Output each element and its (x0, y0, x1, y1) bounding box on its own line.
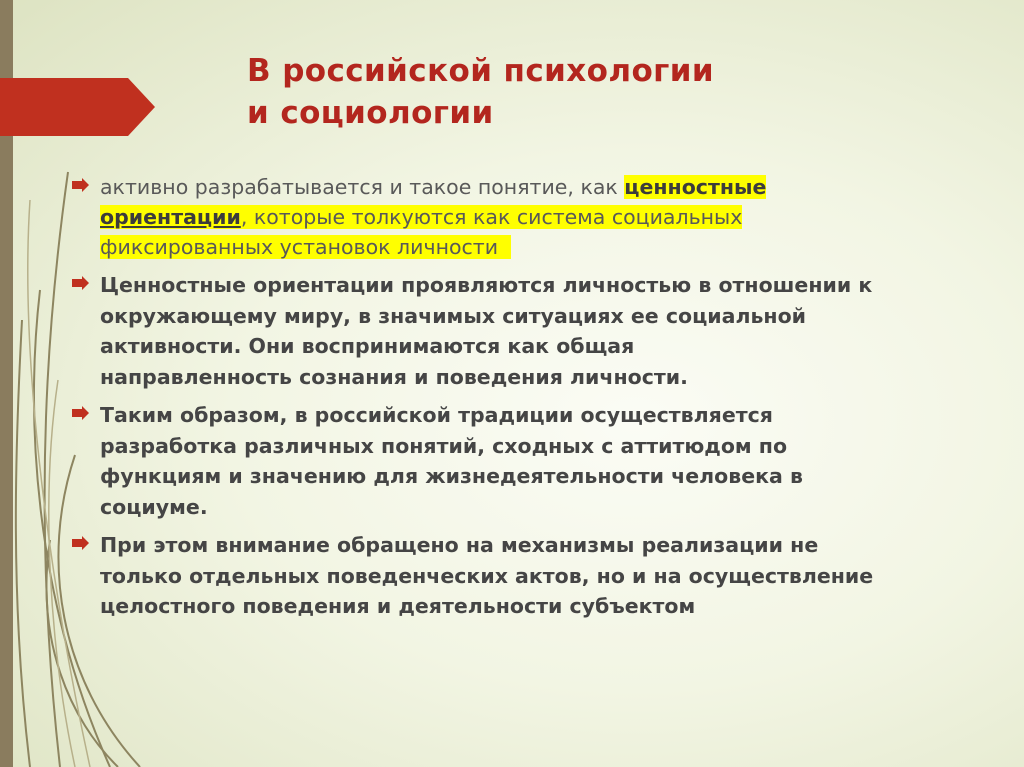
bullet-1-text-a: активно разрабатывается и такое понятие, как (100, 175, 625, 199)
bullet-2-line: окружающему миру, в значимых ситуациях ее социальной (100, 303, 807, 328)
arrow-bullet-icon (70, 274, 90, 292)
bullet-3-line: разработка различных понятий, сходных с аттитюдом по (100, 433, 788, 458)
bullet-4-line: только отдельных поведенческих актов, но и на осуществление (100, 563, 874, 588)
bullet-list (70, 172, 970, 630)
arrow-bullet-icon (70, 534, 90, 552)
bullet-item-4 (70, 530, 970, 622)
arrow-bullet-icon (70, 176, 90, 194)
bullet-item-2 (70, 270, 970, 392)
bullet-item-1 (70, 172, 970, 262)
bullet-2-line: Ценностные ориентации проявляются личностью в отношении к (100, 273, 873, 297)
title-arrow-icon (0, 78, 160, 136)
bullet-4-line: При этом внимание обращено на механизмы реализации не (100, 533, 819, 557)
title-line-1: В российской психологии (247, 53, 714, 89)
arrow-bullet-icon (70, 404, 90, 422)
bullet-1-highlight-1: ценностные (624, 175, 767, 199)
bullet-2-line: направленность сознания и поведения личности. (100, 364, 688, 389)
bullet-3-line: социуме. (100, 494, 208, 519)
bullet-3-line: Таким образом, в российской традиции осуществляется (100, 403, 773, 427)
title-line-2: и социологии (247, 95, 494, 131)
bullet-4-line: целостного поведения и деятельности субъектом (100, 594, 696, 618)
bullet-2-line: активности. Они воспринимаются как общая (100, 334, 635, 358)
bullet-3-line: функциям и значению для жизнедеятельности человека в (100, 464, 803, 488)
bullet-1-text-c: фиксированных установок личности (100, 235, 499, 259)
slide-title (247, 50, 887, 134)
bullet-item-3 (70, 400, 970, 522)
bullet-1-text-b: , которые толкуются как система социальных (240, 205, 743, 229)
bullet-1-highlight-2: ориентации (100, 205, 241, 229)
